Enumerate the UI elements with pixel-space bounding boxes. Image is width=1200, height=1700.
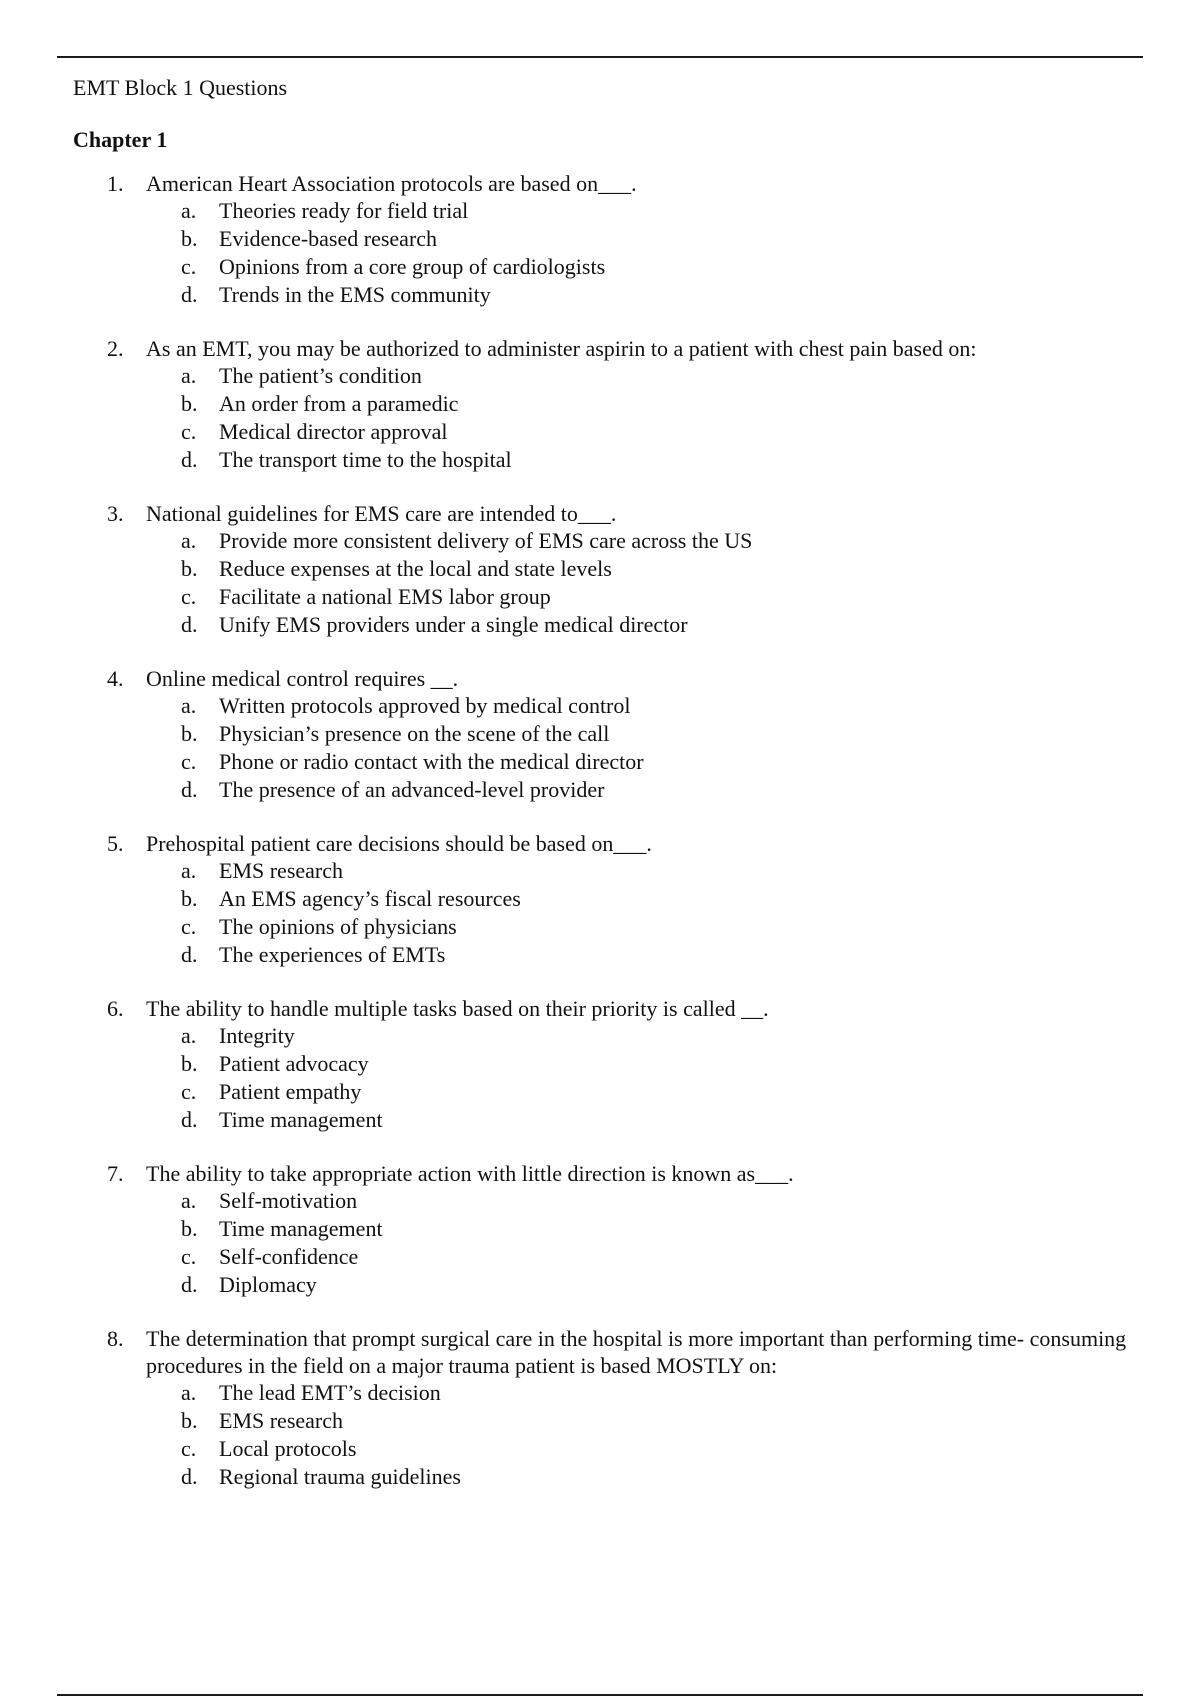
option-letter: b. <box>181 1216 198 1241</box>
option-text: Facilitate a national EMS labor group <box>219 584 551 609</box>
question-text: National guidelines for EMS care are intended to___. <box>146 501 617 526</box>
option-d <box>146 941 1153 969</box>
option-text: Local protocols <box>219 1436 357 1461</box>
option-b <box>146 225 1153 253</box>
option-list <box>146 527 1153 639</box>
option-c <box>146 1243 1153 1271</box>
question-1 <box>73 170 1153 309</box>
option-letter: d. <box>181 612 198 637</box>
question-text: American Heart Association protocols are based on___. <box>146 171 637 196</box>
option-letter: a. <box>181 198 197 223</box>
option-a <box>146 362 1153 390</box>
option-a <box>146 857 1153 885</box>
option-letter: b. <box>181 226 198 251</box>
option-d <box>146 611 1153 639</box>
option-letter: b. <box>181 556 198 581</box>
option-letter: c. <box>181 584 197 609</box>
option-text: Unify EMS providers under a single medical director <box>219 612 688 637</box>
option-text: Physician’s presence on the scene of the call <box>219 721 610 746</box>
option-b <box>146 720 1153 748</box>
question-text: The ability to take appropriate action with little direction is known as___. <box>146 1161 794 1186</box>
question-8 <box>73 1325 1153 1491</box>
option-b <box>146 1215 1153 1243</box>
question-text: Prehospital patient care decisions should be based on___. <box>146 831 652 856</box>
option-d <box>146 776 1153 804</box>
option-text: Trends in the EMS community <box>219 282 491 307</box>
question-6 <box>73 995 1153 1134</box>
option-letter: c. <box>181 1436 197 1461</box>
question-number: 7. <box>107 1161 124 1186</box>
option-letter: c. <box>181 1244 197 1269</box>
option-a <box>146 1187 1153 1215</box>
document-title: EMT Block 1 Questions <box>73 75 288 100</box>
option-letter: c. <box>181 254 197 279</box>
question-7 <box>73 1160 1153 1299</box>
option-letter: a. <box>181 1188 197 1213</box>
option-list <box>146 197 1153 309</box>
option-letter: a. <box>181 858 197 883</box>
option-text: Self-motivation <box>219 1188 358 1213</box>
question-text: The determination that prompt surgical care in the hospital is more important than performing time- consuming procedures in the field on a major trauma patient is based MOSTLY on: <box>146 1326 1127 1378</box>
question-text: Online medical control requires __. <box>146 666 459 691</box>
option-text: The presence of an advanced-level provider <box>219 777 605 802</box>
option-text: Time management <box>219 1216 383 1241</box>
question-3 <box>73 500 1153 639</box>
document-body <box>73 70 1153 1517</box>
option-letter: d. <box>181 1272 198 1297</box>
question-number: 2. <box>107 336 124 361</box>
option-letter: a. <box>181 363 197 388</box>
option-text: An order from a paramedic <box>219 391 459 416</box>
option-letter: c. <box>181 914 197 939</box>
option-list <box>146 1379 1153 1491</box>
option-list <box>146 362 1153 474</box>
option-letter: d. <box>181 1107 198 1132</box>
option-text: Patient empathy <box>219 1079 362 1104</box>
option-text: Integrity <box>219 1023 295 1048</box>
option-a <box>146 692 1153 720</box>
option-text: An EMS agency’s fiscal resources <box>219 886 521 911</box>
option-b <box>146 1050 1153 1078</box>
option-text: Written protocols approved by medical control <box>219 693 631 718</box>
option-text: EMS research <box>219 858 344 883</box>
option-text: EMS research <box>219 1408 344 1433</box>
question-number: 4. <box>107 666 124 691</box>
option-letter: b. <box>181 1051 198 1076</box>
option-list <box>146 1022 1153 1134</box>
question-2 <box>73 335 1153 474</box>
option-letter: b. <box>181 721 198 746</box>
option-text: Diplomacy <box>219 1272 317 1297</box>
question-text: The ability to handle multiple tasks based on their priority is called __. <box>146 996 769 1021</box>
question-list <box>73 170 1153 1491</box>
option-text: The lead EMT’s decision <box>219 1380 441 1405</box>
question-number: 3. <box>107 501 124 526</box>
option-letter: a. <box>181 1023 197 1048</box>
option-a <box>146 527 1153 555</box>
question-4 <box>73 665 1153 804</box>
chapter-heading: Chapter 1 <box>73 127 168 152</box>
option-letter: d. <box>181 942 198 967</box>
option-letter: c. <box>181 1079 197 1104</box>
option-list <box>146 692 1153 804</box>
option-b <box>146 885 1153 913</box>
option-c <box>146 748 1153 776</box>
question-number: 1. <box>107 171 124 196</box>
option-letter: a. <box>181 528 197 553</box>
option-text: Opinions from a core group of cardiologists <box>219 254 606 279</box>
option-text: The patient’s condition <box>219 363 422 388</box>
option-text: Evidence-based research <box>219 226 438 251</box>
option-text: Time management <box>219 1107 383 1132</box>
option-letter: b. <box>181 886 198 911</box>
option-c <box>146 913 1153 941</box>
option-text: Self-confidence <box>219 1244 359 1269</box>
option-text: The transport time to the hospital <box>219 447 512 472</box>
question-number: 8. <box>107 1326 124 1351</box>
option-c <box>146 253 1153 281</box>
option-d <box>146 1271 1153 1299</box>
option-d <box>146 281 1153 309</box>
option-text: Patient advocacy <box>219 1051 369 1076</box>
top-rule <box>57 56 1143 58</box>
question-text: As an EMT, you may be authorized to administer aspirin to a patient with chest pain based on: <box>146 336 977 361</box>
option-b <box>146 555 1153 583</box>
option-letter: c. <box>181 749 197 774</box>
option-d <box>146 1463 1153 1491</box>
option-a <box>146 197 1153 225</box>
option-letter: b. <box>181 1408 198 1433</box>
option-letter: d. <box>181 777 198 802</box>
option-b <box>146 390 1153 418</box>
option-list <box>146 1187 1153 1299</box>
option-letter: a. <box>181 1380 197 1405</box>
question-number: 6. <box>107 996 124 1021</box>
question-number: 5. <box>107 831 124 856</box>
bottom-rule <box>57 1694 1143 1696</box>
option-text: Reduce expenses at the local and state levels <box>219 556 612 581</box>
option-text: The experiences of EMTs <box>219 942 446 967</box>
option-b <box>146 1407 1153 1435</box>
option-text: Medical director approval <box>219 419 448 444</box>
option-letter: d. <box>181 1464 198 1489</box>
option-c <box>146 1435 1153 1463</box>
option-letter: b. <box>181 391 198 416</box>
option-text: Phone or radio contact with the medical director <box>219 749 644 774</box>
option-d <box>146 1106 1153 1134</box>
option-text: Theories ready for field trial <box>219 198 469 223</box>
option-text: Regional trauma guidelines <box>219 1464 461 1489</box>
option-a <box>146 1379 1153 1407</box>
option-letter: c. <box>181 419 197 444</box>
option-text: The opinions of physicians <box>219 914 457 939</box>
question-5 <box>73 830 1153 969</box>
option-list <box>146 857 1153 969</box>
option-letter: a. <box>181 693 197 718</box>
option-letter: d. <box>181 282 198 307</box>
option-a <box>146 1022 1153 1050</box>
option-c <box>146 1078 1153 1106</box>
option-c <box>146 418 1153 446</box>
option-letter: d. <box>181 447 198 472</box>
option-text: Provide more consistent delivery of EMS care across the US <box>219 528 753 553</box>
option-c <box>146 583 1153 611</box>
option-d <box>146 446 1153 474</box>
